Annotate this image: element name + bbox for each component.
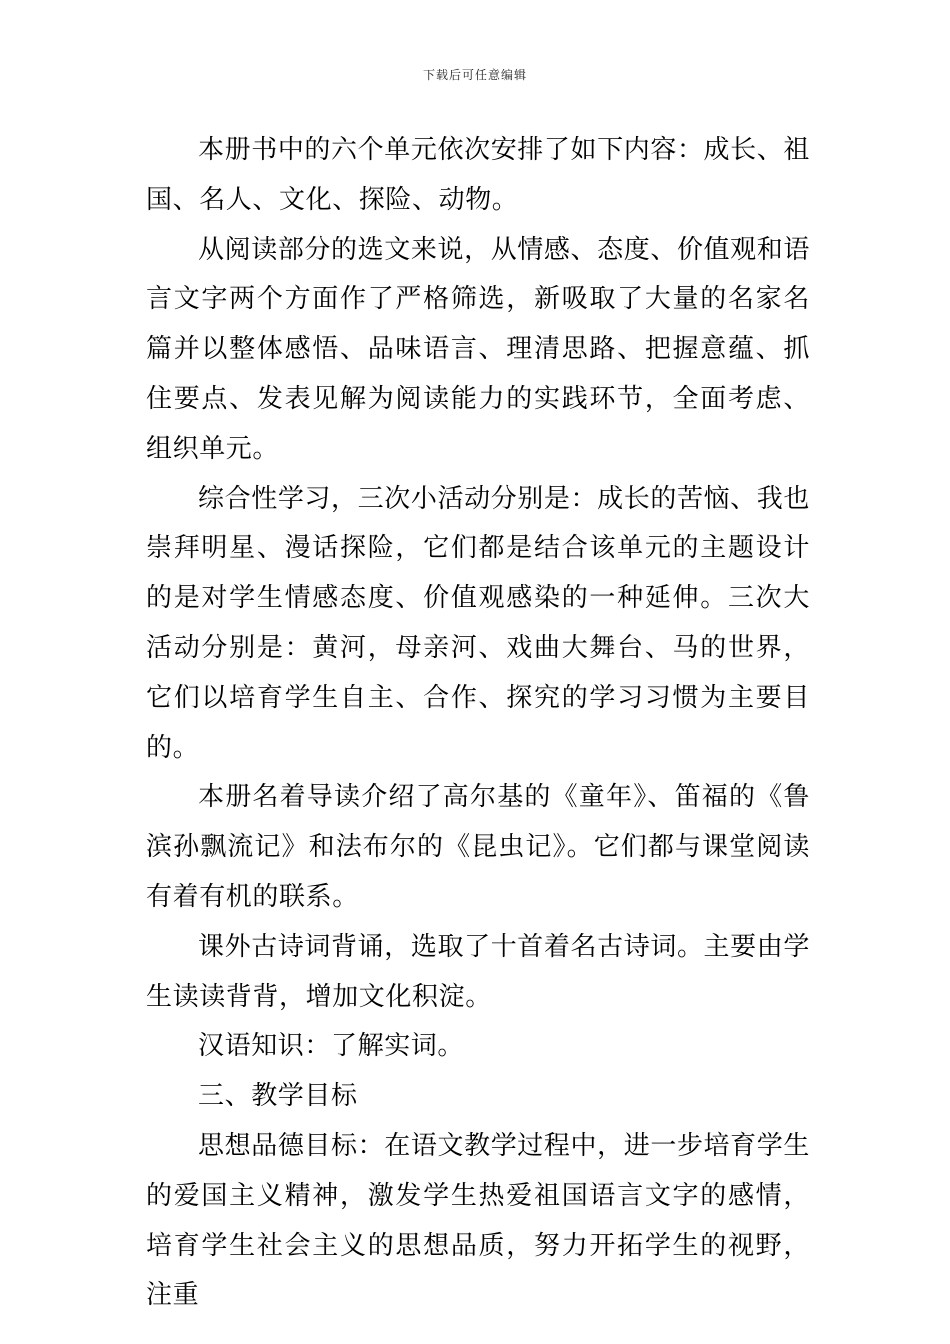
paragraph-moral-goals: 思想品德目标：在语文教学过程中，进一步培育学生的爱国主义精神，激发学生热爱祖国语言文字的感情，培育学生社会主义的思想品质，努力开拓学生的视野，注重 <box>146 1130 810 1311</box>
paragraph-classic-reading: 本册名着导读介绍了高尔基的《童年》、笛福的《鲁滨孙飘流记》和法布尔的《昆虫记》。它们都与课堂阅读有着有机的联系。 <box>146 782 810 912</box>
paragraph-poetry-recitation: 课外古诗词背诵，选取了十首着名古诗词。主要由学生读读背背，增加文化积淀。 <box>146 931 810 1012</box>
paragraph-units: 本册书中的六个单元依次安排了如下内容：成长、祖国、名人、文化、探险、动物。 <box>146 135 810 215</box>
paragraph-reading: 从阅读部分的选文来说，从情感、态度、价值观和语言文字两个方面作了严格筛选，新吸取了大量的名家名篇并以整体感悟、品味语言、理清思路、把握意蕴、抓住要点、发表见解为阅读能力的实践环节，全面考虑、组织单元。 <box>146 234 810 464</box>
paragraph-comprehensive-learning: 综合性学习，三次小活动分别是：成长的苦恼、我也崇拜明星、漫话探险，它们都是结合该单元的主题设计的是对学生情感态度、价值观感染的一种延伸。三次大活动分别是：黄河，母亲河、戏曲大舞台、马的世界，它们以培育学生自主、合作、探究的学习习惯为主要目的。 <box>146 483 810 763</box>
body-text <box>146 126 810 1321</box>
paragraph-chinese-knowledge: 汉语知识：了解实词。 <box>198 1031 465 1062</box>
header-note: 下载后可任意编辑 <box>422 68 527 82</box>
section-heading-teaching-goals: 三、教学目标 <box>198 1081 358 1112</box>
